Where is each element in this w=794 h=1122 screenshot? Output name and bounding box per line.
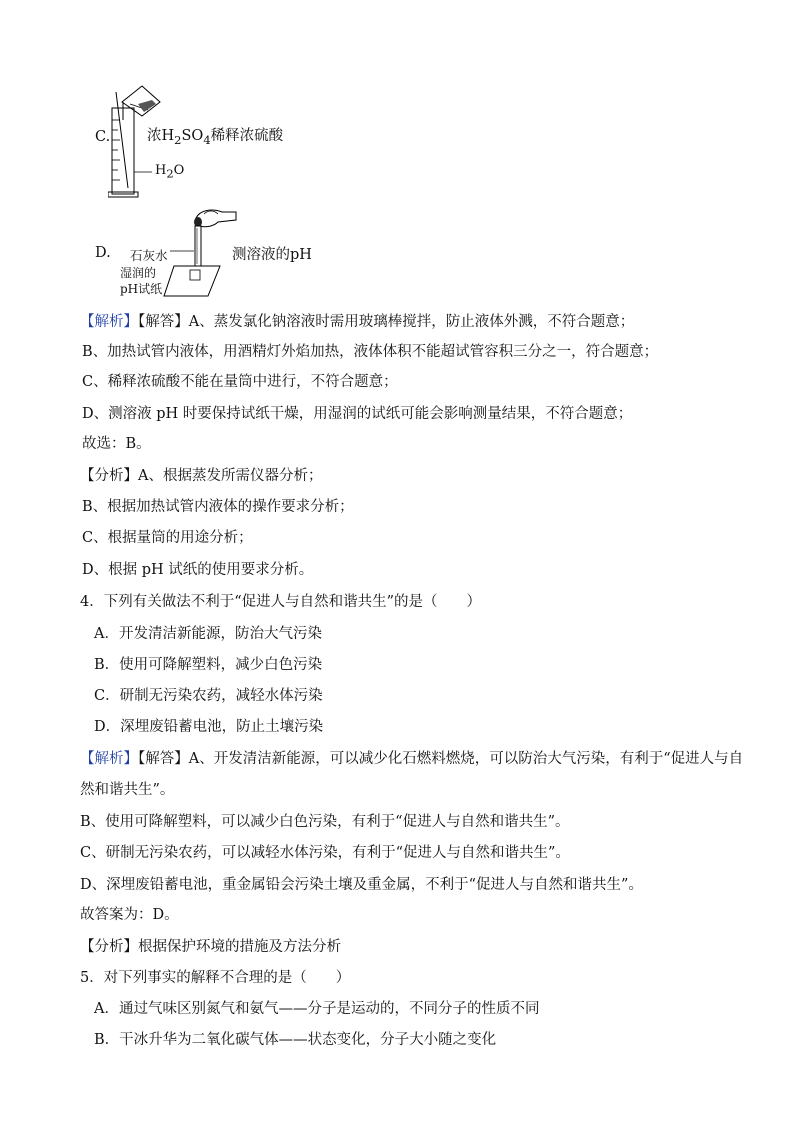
q4-answer: 故答案为：D。 [80,907,179,923]
q4-solution-line-c: C、研制无污染农药，可以减轻水体污染，有利于“促进人与自然和谐共生”。 [80,845,570,861]
q5-stem: 5．对下列事实的解释不合理的是（ ） [80,970,351,986]
ph-test-illustration [160,204,240,300]
water-label: $H_2O$ [155,163,185,181]
q4-solution-line-a2: 然和谐共生”。 [80,782,175,798]
conc-sulfuric-label: 浓$H_2SO_4$稀释浓硫酸 [147,128,284,147]
limewater-label: 石灰水 [130,248,168,263]
q3-analysis-line-d: D、根据 pH 试纸的使用要求分析。 [82,562,314,578]
q3-analysis-line-b: B、根据加热试管内液体的操作要求分析； [82,499,354,515]
q4-solution-line-d: D、深埋废铅蓄电池，重金属铅会污染土壤及重金属，不利于“促进人与自然和谐共生”。 [80,877,643,893]
q4-solution-line-a1: 【解析】【解答】A、开发清洁新能源，可以减少化石燃料燃烧，可以防治大气污染，有利于“促进人与自 [80,751,744,767]
q3-analysis-line-a: 【分析】A、根据蒸发所需仪器分析； [80,468,323,484]
q4-analysis: 【分析】根据保护环境的措施及方法分析 [80,939,341,955]
q4-option-c: C．研制无污染农药，减轻水体污染 [94,688,323,704]
wet-label: 湿润的 [120,266,157,280]
option-d-label: D. [95,245,111,261]
q3-solution-line-d: D、测溶液 pH 时要保持试纸干燥，用湿润的试纸可能会影响测量结果，不符合题意； [82,406,633,422]
q4-solution-line-b: B、使用可降解塑料，可以减少白色污染，有利于“促进人与自然和谐共生”。 [80,814,570,830]
q5-option-a: A．通过气味区别氮气和氨气——分子是运动的，不同分子的性质不同 [94,1001,540,1017]
q3-answer: 故选：B。 [82,436,151,452]
q4-option-b: B．使用可降解塑料，减少白色污染 [94,657,323,673]
answer-tag: 【解答】 [138,751,189,767]
q4-option-a: A．开发清洁新能源，防治大气污染 [94,626,322,642]
analysis-tag: 【解析】 [80,314,138,330]
q5-option-b: B．干冰升华为二氧化碳气体——状态变化，分子大小随之变化 [94,1032,497,1048]
q3-solution-line-a: 【解析】【解答】A、蒸发氯化钠溶液时需用玻璃棒搅拌，防止液体外溅，不符合题意； [80,314,635,330]
figure-c-caption: 稀释浓硫酸 [210,128,284,144]
answer-tag: 【解答】 [138,314,189,330]
analysis-tag: 【解析】 [80,751,138,767]
ph-paper-label: pH试纸 [120,282,163,296]
q3-analysis-line-c: C、根据量筒的用途分析； [82,530,253,546]
q4-option-d: D．深埋废铅蓄电池，防止土壤污染 [94,719,324,735]
q3-solution-line-b: B、加热试管内液体，用酒精灯外焰加热，液体体积不能超试管容积三分之一，符合题意； [82,344,659,360]
q3-solution-line-c: C、稀释浓硫酸不能在量筒中进行，不符合题意； [82,374,398,390]
q4-stem: 4．下列有关做法不利于“促进人与自然和谐共生”的是（ ） [80,594,482,610]
option-c-label: C. [95,129,111,145]
figure-d-caption: 测溶液的pH [232,247,312,263]
